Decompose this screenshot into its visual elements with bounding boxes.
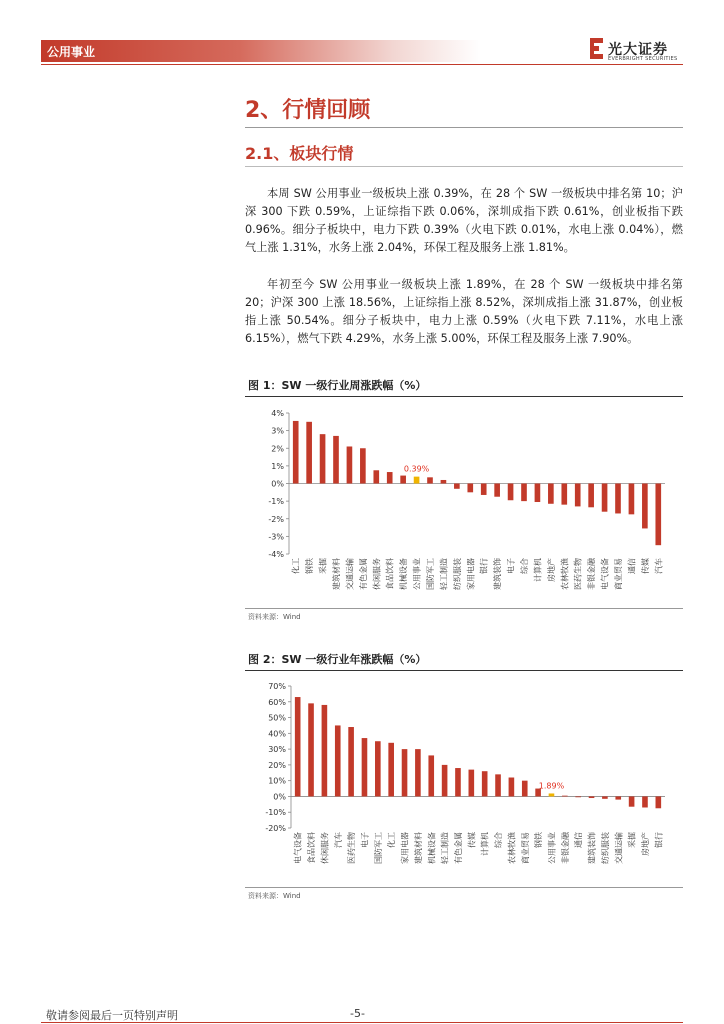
bar-医药生物	[348, 727, 354, 796]
category-label: 非银金融	[560, 832, 570, 864]
bar-电气设备	[602, 484, 608, 512]
bar-电子	[508, 484, 514, 501]
bar-建筑材料	[333, 436, 339, 484]
highlight-data-label: 1.89%	[538, 781, 565, 791]
category-label: 通信	[574, 832, 584, 848]
category-label: 化工	[387, 832, 397, 848]
bar-农林牧渔	[561, 484, 567, 505]
logo-mark-icon	[590, 38, 603, 60]
category-label: 有色金属	[358, 558, 368, 590]
category-label: 建筑装饰	[493, 558, 503, 590]
paragraph-weekly: 本周 SW 公用事业一级板块上涨 0.39%，在 28 个 SW 一级板块中排名第 10；沪深 300 下跌 0.59%，上证综指下跌 0.06%，深圳成指下跌 0.61%，创业板指下跌 0.96%。细分子板块中，电力下跌 0.39%（火电下跌 0.01%，水电上涨 0.04%），燃气上涨 1.31%，水务上涨 2.04%，环保工程及服务上涨 1.81%。	[245, 187, 683, 254]
brand-logo	[590, 38, 682, 64]
category-label: 交通运输	[614, 832, 624, 864]
category-label: 休闲服务	[372, 558, 382, 590]
y-tick-label: 20%	[268, 760, 286, 770]
category-label: 公用事业	[547, 832, 557, 864]
bar-国防军工	[427, 477, 433, 483]
bar-银行	[656, 796, 662, 808]
category-label: 建筑材料	[413, 832, 423, 864]
bar-商业贸易	[522, 781, 528, 797]
bar-休闲服务	[373, 470, 379, 483]
category-label: 有色金属	[453, 832, 463, 864]
category-label: 纺织服装	[452, 558, 462, 590]
paragraph-ytd: 年初至今 SW 公用事业一级板块上涨 1.89%，在 28 个 SW 一级板块中排名第 20；沪深 300 上涨 18.56%，上证综指上涨 8.52%，深圳成指上涨 31.87%，创业板指上涨 50.54%。细分子板块中，电力上涨 0.59%（火电下跌 7.11%，水电上涨 6.15%），燃气下跌 4.29%，水务上涨 5.00%，环保工程及服务上涨 7.90%。	[245, 278, 683, 345]
y-tick-label: 0%	[271, 479, 284, 489]
category-label: 采掘	[627, 832, 637, 848]
section-label: 公用事业	[47, 45, 96, 59]
bar-通信	[629, 484, 635, 515]
y-tick-label: 2%	[271, 444, 284, 454]
category-label: 化工	[291, 558, 301, 574]
bar-采掘	[629, 796, 635, 806]
figure-2-source-rule	[245, 887, 683, 888]
bar-医药生物	[575, 484, 581, 507]
category-label: 家用电器	[466, 558, 476, 590]
y-tick-label: 50%	[268, 713, 286, 723]
bar-传媒	[642, 484, 648, 529]
category-label: 电子	[360, 832, 370, 848]
subsection-heading: 2.1、板块行情	[245, 144, 354, 163]
bar-建筑装饰	[494, 484, 500, 497]
figure-2-rule	[245, 670, 683, 671]
category-label: 综合	[494, 832, 504, 848]
y-tick-label: 60%	[268, 697, 286, 707]
category-label: 家用电器	[400, 832, 410, 864]
category-label: 国防军工	[373, 832, 383, 864]
bar-机械设备	[428, 755, 434, 796]
category-label: 国防军工	[426, 558, 435, 590]
logo-text-cn: 光大证券	[608, 42, 668, 58]
bar-轻工制造	[441, 480, 447, 484]
bar-计算机	[535, 484, 541, 503]
logo-text-en: EVERBRIGHT SECURITIES	[608, 56, 678, 62]
bar-建筑材料	[415, 749, 421, 796]
y-tick-label: 3%	[271, 426, 284, 436]
category-label: 商业贸易	[614, 558, 623, 590]
category-label: 银行	[479, 558, 489, 574]
bar-纺织服装	[602, 796, 608, 798]
y-tick-label: -1%	[268, 497, 284, 507]
category-label: 休闲服务	[320, 832, 330, 864]
header-divider	[41, 64, 683, 65]
category-label: 银行	[654, 832, 664, 848]
highlight-data-label: 0.39%	[403, 464, 430, 474]
bar-银行	[481, 484, 487, 495]
bar-纺织服装	[454, 484, 460, 489]
category-label: 机械设备	[399, 558, 409, 590]
bar-交通运输	[615, 796, 621, 799]
bar-汽车	[655, 484, 661, 546]
category-label: 轻工制造	[439, 558, 449, 590]
category-label: 钢铁	[534, 832, 544, 848]
bar-计算机	[482, 771, 488, 796]
figure-2-source: 资料来源：Wind	[248, 892, 301, 900]
category-label: 商业贸易	[520, 832, 530, 864]
bar-非银金融	[588, 484, 594, 508]
heading-rule	[245, 127, 683, 128]
category-label: 医药生物	[347, 832, 357, 864]
bar-机械设备	[400, 476, 406, 484]
header-bar	[41, 40, 481, 62]
y-tick-label: -10%	[265, 808, 286, 818]
bar-电气设备	[295, 697, 301, 796]
y-tick-label: 10%	[268, 776, 286, 786]
y-tick-label: 70%	[268, 682, 286, 691]
ytd-change-bar-chart	[245, 674, 683, 884]
y-tick-label: -4%	[268, 550, 284, 559]
category-label: 电气设备	[600, 558, 610, 590]
bar-交通运输	[347, 446, 353, 483]
bar-建筑装饰	[589, 796, 595, 798]
y-tick-label: 0%	[273, 792, 286, 802]
bar-传媒	[469, 770, 475, 797]
category-label: 钢铁	[305, 558, 315, 574]
bar-有色金属	[455, 768, 461, 796]
y-tick-label: 30%	[268, 745, 286, 755]
bar-综合	[495, 774, 501, 796]
bar-食品饮料	[387, 472, 393, 483]
figure-1-source: 资料来源：Wind	[248, 613, 301, 621]
section-heading: 2、行情回顾	[245, 98, 371, 123]
category-label: 轻工制造	[440, 832, 450, 864]
bar-食品饮料	[308, 703, 314, 796]
category-label: 汽车	[333, 832, 343, 848]
weekly-change-bar-chart	[245, 400, 683, 605]
category-label: 食品饮料	[385, 558, 395, 590]
bar-轻工制造	[442, 765, 448, 797]
category-label: 非银金融	[587, 558, 597, 590]
bar-钢铁	[306, 422, 312, 484]
category-label: 电气设备	[293, 832, 303, 864]
category-label: 食品饮料	[307, 832, 317, 864]
category-label: 建筑材料	[332, 558, 341, 590]
figure-2-chart	[245, 674, 683, 884]
y-tick-label: -2%	[268, 514, 284, 524]
bar-休闲服务	[322, 705, 328, 797]
category-label: 综合	[520, 558, 529, 574]
category-label: 纺织服装	[600, 832, 610, 864]
bar-综合	[521, 484, 527, 502]
category-label: 公用事业	[412, 558, 422, 590]
footer-disclaimer: 敬请参阅最后一页特别声明	[46, 1009, 178, 1022]
category-label: 采掘	[318, 558, 328, 574]
bar-公用事业	[414, 477, 420, 484]
category-label: 交通运输	[345, 558, 355, 590]
bar-采掘	[320, 434, 326, 483]
bar-农林牧渔	[509, 778, 515, 797]
category-label: 计算机	[533, 558, 543, 582]
bar-商业贸易	[615, 484, 621, 514]
category-label: 通信	[627, 558, 637, 574]
bar-化工	[388, 743, 394, 797]
bar-汽车	[335, 725, 341, 796]
bar-公用事业	[549, 793, 555, 796]
category-label: 建筑装饰	[587, 832, 597, 864]
category-label: 医药生物	[573, 558, 583, 590]
category-label: 机械设备	[427, 832, 437, 864]
bar-房地产	[642, 796, 648, 807]
category-label: 农林牧渔	[560, 558, 570, 590]
figure-1-chart	[245, 400, 683, 605]
y-tick-label: 1%	[271, 461, 284, 471]
figure-2-title: 图 2：SW 一级行业年涨跌幅（%）	[248, 653, 427, 666]
category-label: 汽车	[654, 558, 664, 574]
bar-非银金融	[562, 796, 568, 797]
category-label: 传媒	[467, 832, 477, 848]
y-tick-label: -3%	[268, 532, 284, 542]
bar-家用电器	[467, 484, 473, 493]
bar-电子	[362, 738, 368, 796]
subheading-rule	[245, 166, 683, 167]
category-label: 房地产	[640, 832, 650, 856]
page-number: -5-	[350, 1007, 365, 1020]
bar-国防军工	[375, 741, 381, 796]
y-tick-label: 4%	[271, 409, 284, 418]
figure-1-title: 图 1：SW 一级行业周涨跌幅（%）	[248, 379, 427, 392]
bar-有色金属	[360, 448, 366, 483]
category-label: 房地产	[546, 558, 556, 582]
bar-房地产	[548, 484, 554, 504]
footer-rule	[41, 1022, 683, 1023]
category-label: 传媒	[640, 558, 650, 574]
category-label: 农林牧渔	[507, 832, 517, 864]
bar-通信	[575, 796, 581, 797]
figure-1-source-rule	[245, 608, 683, 609]
y-tick-label: -20%	[265, 824, 286, 833]
y-tick-label: 40%	[268, 729, 286, 739]
bar-家用电器	[402, 749, 408, 796]
category-label: 计算机	[480, 832, 490, 856]
bar-化工	[293, 421, 299, 484]
figure-1-rule	[245, 396, 683, 397]
category-label: 电子	[506, 558, 516, 574]
